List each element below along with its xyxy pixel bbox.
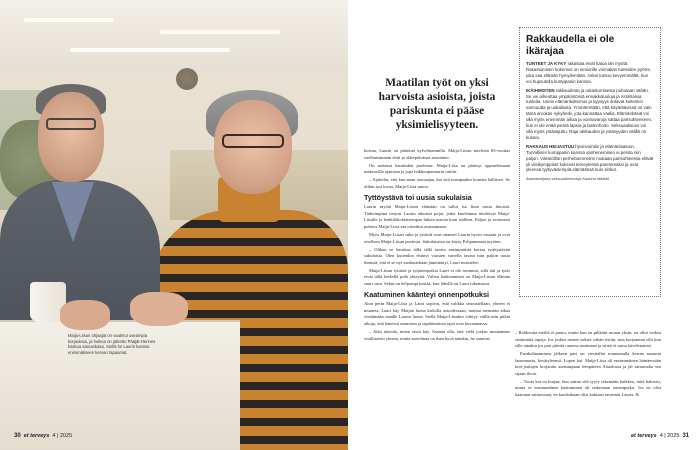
sidebar-text: rakkaudesta ja rakastumisesta puhutaan vähän. Se voi aiheuttaa ympäristössä ennakkoluuloja ja ristiriitaisia tunteita. Usein elämänkokemus ja kypsyys antavat kuitenkin varmuutta ja uskallusta. Ymmärretään, että käytettävissä on vain tämä arvokas nykyhetki, jota kannattaa vaalia. Elämänkäsiä voi olla myös enemmän aikaa ja voimavaroja sattaa parisuhteeseen, kun ei ole enää pieniä lapsia ja lastenhoito. Seksuaalisuus voi olla myös ystäväjuttu. Raja rakkauden ja ystävyyden välillä on kuluva. <box>526 87 653 140</box>
body-paragraph: – Aika näyttää, miten tässä käy. Saattaa olla, että vielä joskus muutamme viralliseesti yhteen, mutta asetelmaa on ihan hyvä näinkin, he sanovat. <box>364 329 510 341</box>
body-paragraph: – Ajattelin, että kun naan autoaajaa, kai sitä isompaakin konetta hallitsee. Se olikin tosi kivaa, Maija-Liisa sanoo. <box>364 177 510 189</box>
man-hand <box>60 300 110 330</box>
magazine-name: et terveys <box>23 433 50 439</box>
body-paragraph: – Olihan se hauskaa tällä iällä tavata ensimmäistä kertaa tyttöystävän sukulaisia. Olen kuitenkin ehtinyt vuosien varrella tavata niin paljon uusia ihmisiä, että ei se nyt vanhastekaan jännittänyt, Lauri muistelee. <box>364 246 510 265</box>
page-number: 31 <box>682 433 690 439</box>
magazine-name: et terveys <box>631 433 657 439</box>
folio-right <box>631 433 689 439</box>
sidebar-paragraph <box>526 144 654 174</box>
ceiling-light <box>24 18 114 22</box>
folio-left <box>14 433 72 439</box>
sidebar-text: hyvinvointiin ja elämänlaatuun. Turvallisen kumppanin kanssa vanheneminen ei pelota niin paljon. Väestölliön perhebarometrin mukaan parisuhteessa elävät yli viisikymppiset kokevat terveytensä paremmaksi ja ovat yleensä tyytyväisempiä elämäänsä kuin sinkut. <box>526 143 654 173</box>
ceiling <box>0 0 348 70</box>
woman-hand <box>130 292 188 326</box>
article-column-2 <box>515 330 661 433</box>
body-paragraph: Myös Maija-Liisan suku ja ystävät ovat ottaneet Laurin hyvin vastaan ja ovat ottolleen Maija-Liisan puolesta. Sukulaisissa on käyty Pohjanmaata myöten. <box>364 231 510 244</box>
body-paragraph: Ensikohtaaminen jälkeen pari on viestiallut muutamalla kerran samasta lausumasta, kevätyleensä. Lopen kai. Maija-Liisa oli ensimmäinen hämäessään koti-joulujen korjauttu asemaapaan lempäreen Alatalossa ja jäi sattumalta sen sijaan iloon. <box>515 351 661 376</box>
ceiling-light <box>160 30 280 34</box>
body-paragraph: – Tuota kai on kurjaa, kun sattuu silä syyty tekemään kaikkea, mitä haluaisi, mutta se ensimmäinen kaatuminen oli onkestaan onnenpotku. Jos en olisi kaatunut sattuessani, en kuulisikaan olisi kohtaan tavannut Lauria. & <box>515 378 661 397</box>
sidebar-lead: IKÄIHMISTEN <box>526 87 555 93</box>
sidebar-lead: TUNTEET JA KYKY <box>526 61 567 66</box>
section-heading: Kaatuminen käänteyi onnenpotkuksi <box>364 290 490 300</box>
sidebar-lead: RAKKAUS HEIJASTUU <box>526 143 575 149</box>
man-face <box>38 92 104 182</box>
article-column-1 <box>364 148 510 433</box>
page-number: 30 <box>14 433 21 439</box>
woman-glasses <box>222 134 284 148</box>
sidebar-box <box>519 27 661 297</box>
sidebar-text: rakastaa eivät katoa iän myötä. Rakastumisen kokemus on seniorille voimakas tunteiden pyörre, joka saa elämän hymyilemään. Askel tuntuu kevyemmältä, kun voi hupsutella kumppanin kanssa. <box>526 61 652 84</box>
man-glasses <box>46 118 96 130</box>
sidebar-credit: Asiantuntijana seksuaalineuvoja Kaarina Määttä <box>526 176 609 182</box>
body-paragraph: kuivaa, Laurin on päätöstä kylvöhommilla. Maija-Liisan mielestä 83-vuotias vaelhaisimmän ehtii jo elätepäivänsä ansainnut. <box>364 148 510 160</box>
body-paragraph: Alun perin Maija-Liisa ja Lauri sopivat, että valikka seurustellaan, yhteen ei muuteta. Lauri käy Maijan luona kirkolla asioidessaan, muttaa mennään aikaa viettämään maalle Laurin luona. Siellä Maija-Liisakin viihtyy väillä niin pitkiä aikoja, että hänessä asumisen ja tapahtumissa rajat ovat kuvaamassa. <box>364 301 510 326</box>
body-paragraph: Maija-Liisan tyttäriä ja tyttärenpoikia Lauri ei ole tavannut, sillä äiti ja tytär eivät tällä hetkellä pidä yhteyttä. Välien katkeaminen on Maija-Liisan elämän suuri suru. Sekin on helpompi kestää, kun lähellä on Lauri tukemassa. <box>364 267 510 286</box>
body-paragraph: Laurin myötä Maija-Liisan elämään on tullut iso liuta uusia ihmisiä. Tärkeimpinä tietysti Laurin aikuiset pojat, jotka kuulemma intoleivat Maija-Liisalle jo henkilökohtaisempaa lukien asioita kuin isälleen. Paljon ja avoimesti puhuva Maija-Liisa saa toisetkin avautumaan. <box>364 204 510 229</box>
photo-caption: Maija-Liisan ohjaajat on vaatinut useampia korjauksia, ja hoikoa on jatkettu Pääjät-Hennes kaskua samankasa. Siellä he Laurin kanssa enimmäkseen kervan tapaamat. <box>68 333 156 355</box>
issue-label: 4 | 2025 <box>659 433 680 439</box>
pull-quote: Maatilan työt on yksi harvoista asioista, joista pariskunta ei pääse yksimielisyyteen. <box>378 77 496 131</box>
sidebar-paragraph <box>526 61 654 85</box>
ceiling-light <box>70 48 230 52</box>
sidebar-paragraph <box>526 88 654 141</box>
section-heading: Tyttöystävä toi uusia sukulaisia <box>364 193 472 203</box>
body-paragraph: On aaisessa hauskakin puolensa. Maija-Liisa on päässyt oppmelemaan maksuvilla ajamista ja jopa leikkuupuimurin rattiin. <box>364 162 510 175</box>
wall-clock-icon <box>176 68 198 90</box>
sidebar-title: Rakkaudella ei ole ikärajaa <box>526 34 615 57</box>
body-paragraph: – Rohkeutta meillä ei puutu, mutta kun on pikkäin asunut yksin, on ollut vaikea sietämättä tapoja. Jos joskus menee sukset vähän ristiin, asia korjaantuu silti kun sille ainakin jos pari päivää omassa asuttuaan ja sitten ei sama kävelemässä. <box>515 330 661 349</box>
issue-label: 4 | 2025 <box>52 433 73 439</box>
